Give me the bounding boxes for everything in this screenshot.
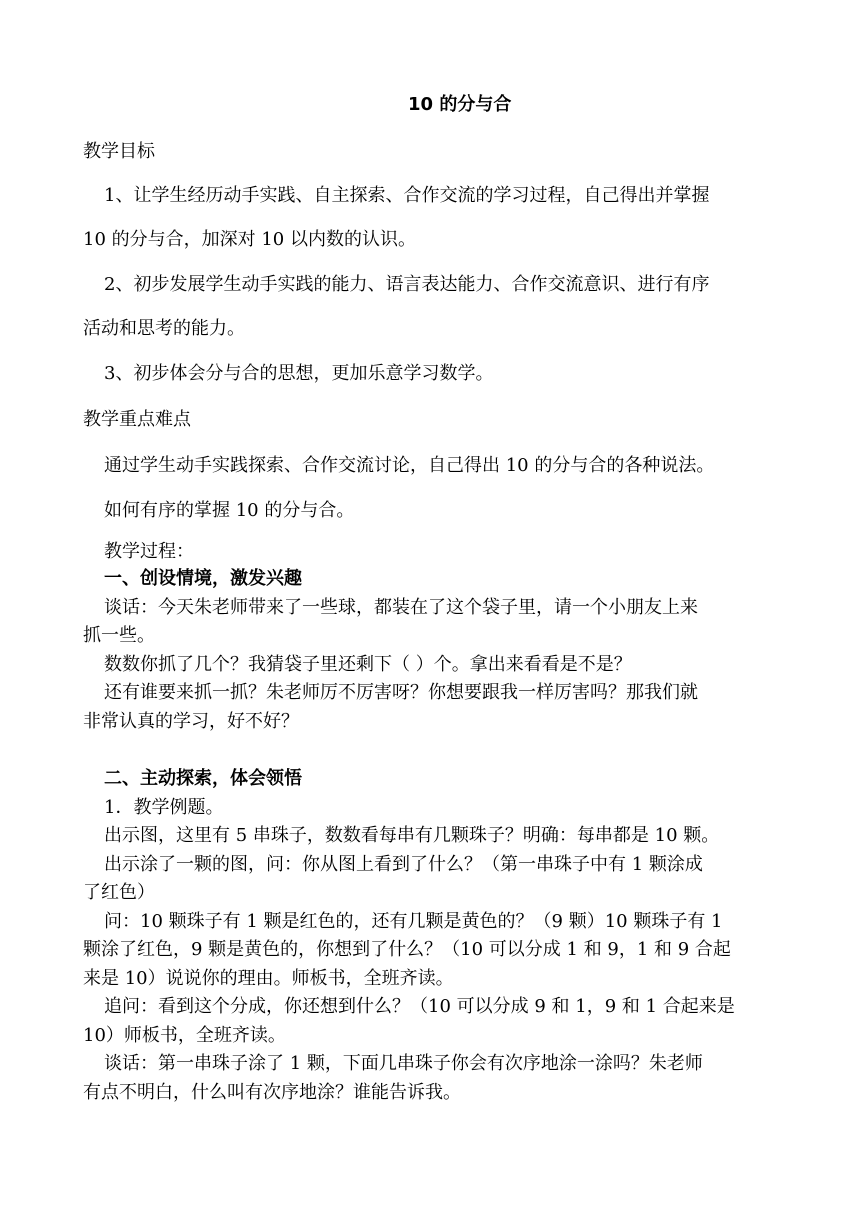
key-point-1: 通过学生动手实践探索、合作交流讨论，自己得出 10 的分与合的各种说法。	[104, 455, 715, 476]
section-2-p1: 出示图，这里有 5 串珠子，数数看每串有几颗珠子？明确：每串都是 10 颗。	[104, 825, 720, 846]
key-point-2: 如何有序的掌握 10 的分与合。	[104, 500, 355, 521]
section-1-p3-line-1: 还有谁要来抓一抓？朱老师厉不厉害呀？你想要跟我一样厉害吗？那我们就	[104, 682, 698, 703]
objectives-heading: 教学目标	[83, 141, 155, 162]
section-2-p3-line-1: 问：10 颗珠子有 1 颗是红色的，还有几颗是黄色的？（9 颗）10 颗珠子有 1	[104, 911, 723, 932]
objective-2-line-1: 2、初步发展学生动手实践的能力、语言表达能力、合作交流意识、进行有序	[104, 274, 710, 295]
section-2-sub-1: 1．教学例题。	[104, 797, 224, 818]
section-1-p1-line-2: 抓一些。	[83, 625, 155, 646]
objective-1-line-2: 10 的分与合，加深对 10 以内数的认识。	[83, 229, 416, 250]
objective-2-line-2: 活动和思考的能力。	[83, 318, 245, 339]
key-points-heading: 教学重点难点	[83, 409, 191, 430]
section-1-p3-line-2: 非常认真的学习，好不好？	[83, 711, 299, 732]
objective-1-line-1: 1、让学生经历动手实践、自主探索、合作交流的学习过程，自己得出并掌握	[104, 185, 710, 206]
section-1-p1-line-1: 谈话：今天朱老师带来了一些球，都装在了这个袋子里，请一个小朋友上来	[104, 597, 698, 618]
section-1-title: 一、创设情境，激发兴趣	[104, 568, 302, 589]
section-2-p5-line-2: 有点不明白，什么叫有次序地涂？谁能告诉我。	[83, 1082, 461, 1103]
section-2-p2-line-2: 了红色）	[83, 882, 155, 903]
section-2-p5-line-1: 谈话：第一串珠子涂了 1 颗，下面几串珠子你会有次序地涂一涂吗？朱老师	[104, 1053, 703, 1074]
section-2-p3-line-2: 颗涂了红色，9 颗是黄色的，你想到了什么？（10 可以分成 1 和 9，1 和 9 合起	[83, 939, 731, 960]
section-1-p2: 数数你抓了几个？我猜袋子里还剩下（ ）个。拿出来看看是不是？	[104, 654, 632, 675]
section-2-title: 二、主动探索，体会领悟	[104, 768, 302, 789]
section-2-p4-line-2: 10）师板书，全班齐读。	[83, 1025, 286, 1046]
section-2-p3-line-3: 来是 10）说说你的理由。师板书，全班齐读。	[83, 968, 454, 989]
section-2-p4-line-1: 追问：看到这个分成，你还想到什么？（10 可以分成 9 和 1，9 和 1 合起来是	[104, 996, 735, 1017]
section-2-p2-line-1: 出示涂了一颗的图，问：你从图上看到了什么？（第一串珠子中有 1 颗涂成	[104, 854, 703, 875]
document-title: 10 的分与合	[408, 94, 512, 115]
objective-3: 3、初步体会分与合的思想，更加乐意学习数学。	[104, 363, 494, 384]
process-heading: 教学过程：	[104, 541, 194, 562]
